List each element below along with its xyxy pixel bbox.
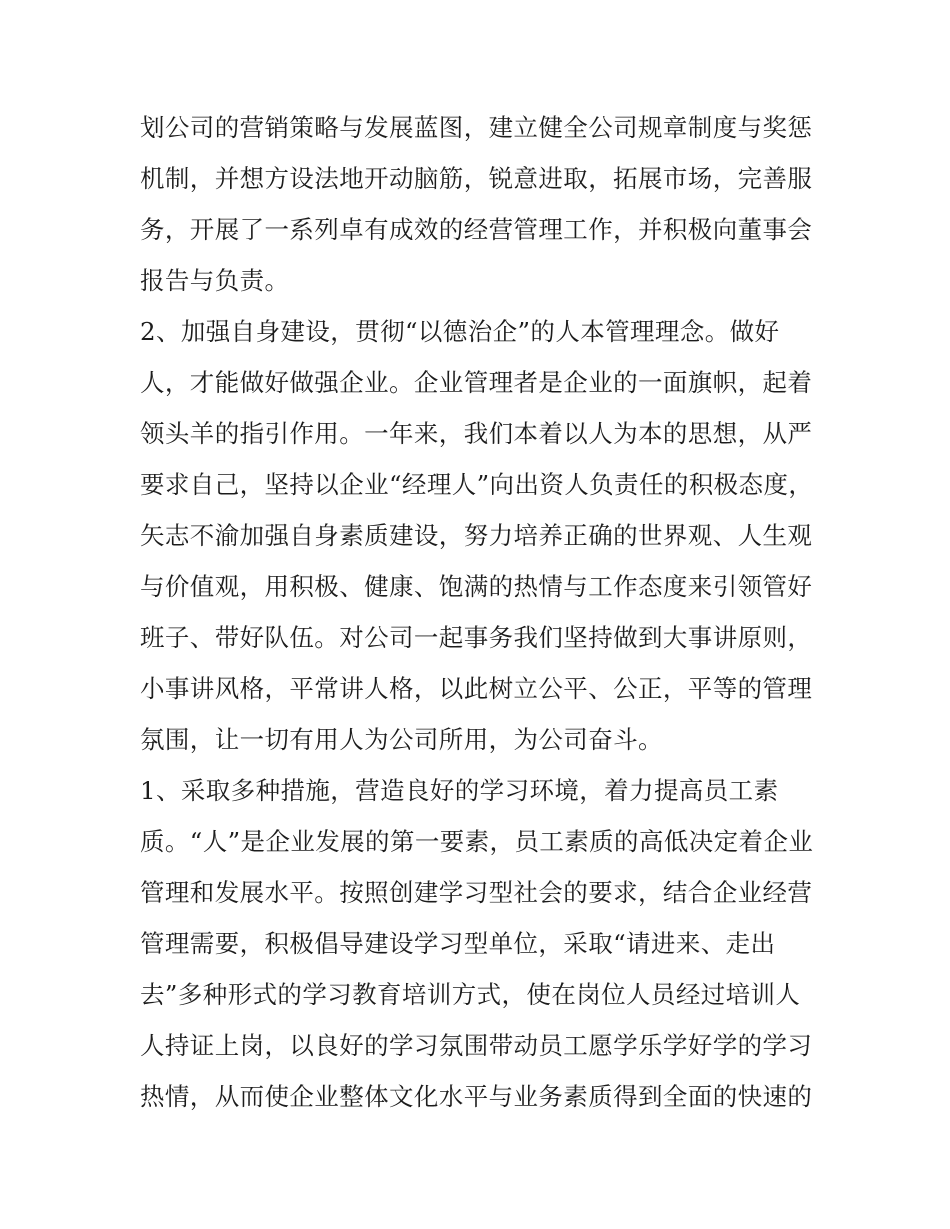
text-line: 人持证上岗，以良好的学习氛围带动员工愿学乐学好学的学习 (140, 1031, 813, 1060)
text-line: 2、加强自身建设，贯彻“以德治企”的人本管理理念。做好 (140, 317, 780, 346)
text-line: 质。“人”是企业发展的第一要素，员工素质的高低决定着企业 (140, 827, 814, 856)
text-line: 班子、带好队伍。对公司一起事务我们坚持做到大事讲原则， (140, 623, 813, 652)
text-line: 热情，从而使企业整体文化水平与业务素质得到全面的快速的 (140, 1082, 813, 1111)
text-line: 矢志不渝加强自身素质建设，努力培养正确的世界观、人生观 (140, 521, 813, 550)
text-line: 与价值观，用积极、健康、饱满的热情与工作态度来引领管好 (140, 572, 813, 601)
body-text (140, 102, 830, 1122)
text-line: 务，开展了一系列卓有成效的经营管理工作，并积极向董事会 (140, 215, 813, 244)
text-line: 1、采取多种措施，营造良好的学习环境，着力提高员工素 (140, 776, 779, 805)
text-line: 划公司的营销策略与发展蓝图，建立健全公司规章制度与奖惩 (140, 113, 813, 142)
text-line: 领头羊的指引作用。一年来，我们本着以人为本的思想，从严 (140, 419, 813, 448)
text-line: 小事讲风格，平常讲人格，以此树立公平、公正，平等的管理 (140, 674, 813, 703)
text-line: 管理和发展水平。按照创建学习型社会的要求，结合企业经营 (140, 878, 813, 907)
text-line: 氛围，让一切有用人为公司所用，为公司奋斗。 (140, 725, 663, 754)
text-line: 人，才能做好做强企业。企业管理者是企业的一面旗帜，起着 (140, 368, 813, 397)
text-line: 机制，并想方设法地开动脑筋，锐意进取，拓展市场，完善服 (140, 164, 813, 193)
text-line: 报告与负责。 (140, 266, 290, 295)
text-line: 管理需要，积极倡导建设学习型单位，采取“请进来、走出 (140, 929, 776, 958)
text-line: 去”多种形式的学习教育培训方式，使在岗位人员经过培训人 (140, 980, 801, 1009)
text-line: 要求自己，坚持以企业“经理人”向出资人负责任的积极态度， (140, 470, 814, 499)
